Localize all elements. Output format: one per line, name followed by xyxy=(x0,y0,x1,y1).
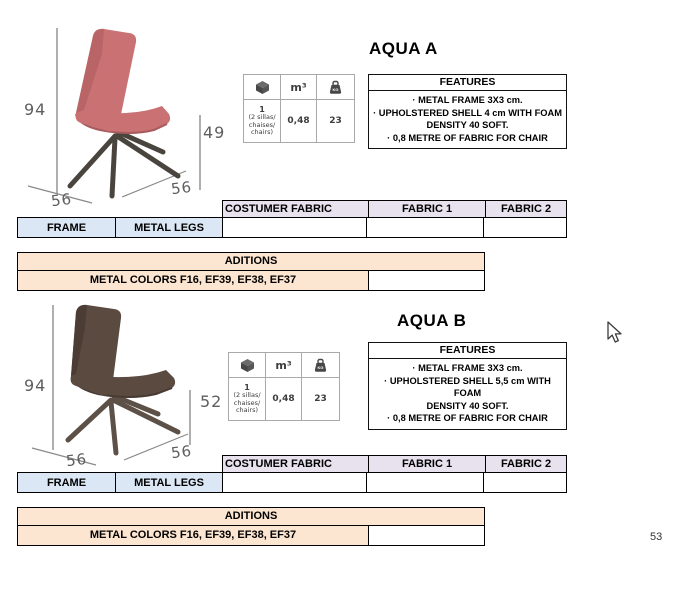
package-icon xyxy=(244,75,281,100)
weight-kg-icon xyxy=(317,75,354,100)
price-cell-costumer-fabric xyxy=(223,473,367,492)
chair-aqua-a-drawing xyxy=(18,24,228,206)
spec-value-row xyxy=(244,100,354,142)
product-title-aqua-b: AQUA B xyxy=(397,311,467,330)
spec-volume-value: 0,48 xyxy=(266,378,302,420)
column-header-fabric-1: FABRIC 1 xyxy=(369,456,486,473)
spec-quantity-cell xyxy=(229,378,266,420)
mouse-cursor-icon xyxy=(606,321,624,344)
features-body xyxy=(369,359,566,429)
product-title-aqua-a: AQUA A xyxy=(369,39,438,58)
spec-volume-value: 0,48 xyxy=(281,100,317,142)
weight-kg-icon xyxy=(302,353,339,378)
features-box-aqua-a xyxy=(368,74,567,149)
svg-text:KG: KG xyxy=(332,86,339,92)
spec-qty-note: chaises/ xyxy=(233,398,261,407)
fabric-data-row-b xyxy=(17,472,567,493)
feature-line: · UPHOLSTERED SHELL 4 cm WITH FOAM xyxy=(373,107,562,118)
packing-spec-table-a xyxy=(243,74,355,143)
row-label-metal-legs: METAL LEGS xyxy=(116,218,223,237)
column-header-costumer-fabric: COSTUMER FABRIC xyxy=(223,456,369,473)
spec-qty-note: (2 sillas/ xyxy=(248,113,276,122)
aditions-table-a xyxy=(17,252,485,291)
feature-line: DENSITY 40 SOFT. xyxy=(426,400,509,411)
spec-qty-note: chairs) xyxy=(250,128,274,137)
spec-weight-value: 23 xyxy=(314,394,327,404)
spec-quantity-cell xyxy=(244,100,281,142)
spec-value-row xyxy=(229,378,339,420)
column-header-fabric-2: FABRIC 2 xyxy=(500,458,552,470)
package-icon xyxy=(229,353,266,378)
spec-qty-note: chaises/ xyxy=(248,120,276,129)
feature-line: · METAL FRAME 3X3 cm. xyxy=(412,363,523,373)
price-cell-fabric-1 xyxy=(367,218,484,237)
dim-label-depth-b: 56 xyxy=(169,441,194,463)
chair-legs xyxy=(70,132,178,196)
dim-label-width-b: 56 xyxy=(64,449,89,471)
aditions-table-b xyxy=(17,507,485,546)
spec-header-row xyxy=(229,353,339,378)
spec-weight-value: 23 xyxy=(329,116,342,126)
chair-aqua-b-drawing xyxy=(18,298,228,470)
volume-header: m³ xyxy=(266,353,302,378)
price-cell-fabric-2 xyxy=(484,473,566,492)
row-label-frame: FRAME xyxy=(18,473,116,492)
column-header-fabric-2: FABRIC 2 xyxy=(500,203,552,215)
aditions-price-cell xyxy=(369,526,484,545)
chair-photo-aqua-a xyxy=(18,24,228,206)
dim-label-leg-height-a: 49 xyxy=(203,123,226,142)
volume-header: m³ xyxy=(281,75,317,100)
spec-qty: 1 xyxy=(259,105,265,115)
fabric-data-row-a xyxy=(17,217,567,238)
spec-qty-note: (2 sillas/ xyxy=(233,391,261,400)
aditions-row xyxy=(18,526,484,545)
spec-header-row xyxy=(244,75,354,100)
feature-line: · METAL FRAME 3X3 cm. xyxy=(412,95,523,105)
row-label-frame: FRAME xyxy=(18,218,116,237)
price-cell-costumer-fabric xyxy=(223,218,367,237)
aditions-metal-colors: METAL COLORS F16, EF39, EF38, EF37 xyxy=(18,526,369,545)
features-title: FEATURES xyxy=(369,75,566,91)
dim-label-height-b: 94 xyxy=(24,376,47,395)
features-body xyxy=(369,91,566,148)
chair-photo-aqua-b xyxy=(18,298,228,470)
aditions-metal-colors: METAL COLORS F16, EF39, EF38, EF37 xyxy=(18,271,369,290)
feature-line: DENSITY 40 SOFT. xyxy=(426,120,509,131)
page-number: 53 xyxy=(650,531,663,543)
price-cell-fabric-1 xyxy=(367,473,484,492)
dim-label-depth-a: 56 xyxy=(169,177,194,199)
dim-label-height-a: 94 xyxy=(24,100,47,119)
row-label-metal-legs: METAL LEGS xyxy=(116,473,223,492)
price-cell-fabric-2 xyxy=(484,218,566,237)
column-header-costumer-fabric: COSTUMER FABRIC xyxy=(223,201,369,218)
features-box-aqua-b xyxy=(368,342,567,430)
column-header-fabric-1: FABRIC 1 xyxy=(369,201,486,218)
feature-line: · 0,8 METRE OF FABRIC FOR CHAIR xyxy=(387,132,548,143)
svg-text:KG: KG xyxy=(317,364,324,370)
dim-label-leg-height-b: 52 xyxy=(200,392,223,411)
spec-qty-note: chairs) xyxy=(235,406,259,415)
aditions-row xyxy=(18,271,484,290)
packing-spec-table-b xyxy=(228,352,340,421)
aditions-title: ADITIONS xyxy=(18,508,484,526)
spec-qty: 1 xyxy=(244,383,250,393)
features-title: FEATURES xyxy=(369,343,566,359)
aditions-price-cell xyxy=(369,271,484,290)
feature-line: · 0,8 METRE OF FABRIC FOR CHAIR xyxy=(387,413,548,424)
dim-label-width-a: 56 xyxy=(49,189,74,211)
feature-line: · UPHOLSTERED SHELL 5,5 cm WITH FOAM xyxy=(384,375,551,399)
aditions-title: ADITIONS xyxy=(18,253,484,271)
